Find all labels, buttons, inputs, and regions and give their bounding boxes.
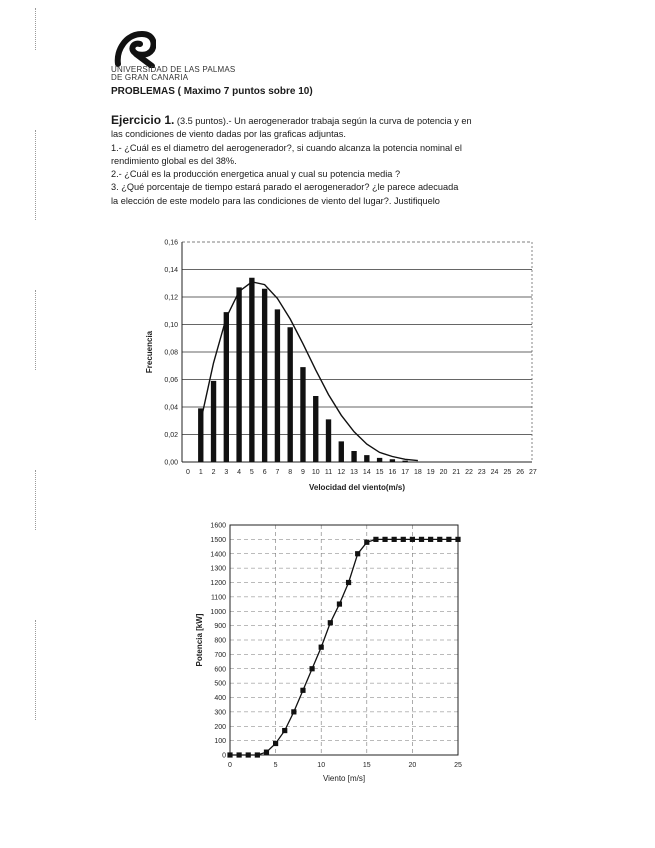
power-curve-point xyxy=(419,537,424,542)
y-axis-title: Frecuencia xyxy=(145,330,154,374)
x-tick-label: 16 xyxy=(388,469,397,476)
y-axis-title: Potencia [kW] xyxy=(195,613,204,667)
y-tick-label: 800 xyxy=(214,637,226,645)
x-tick-label: 19 xyxy=(426,469,435,476)
y-tick-label: 0,00 xyxy=(164,459,178,467)
x-tick-label: 10 xyxy=(317,762,326,769)
x-tick-label: 24 xyxy=(490,469,499,476)
exercise-line: la elección de este modelo para las condiciones de viento del lugar?. Justifiquelo xyxy=(111,195,440,206)
frequency-bar xyxy=(377,458,382,462)
y-tick-label: 0,12 xyxy=(164,294,178,302)
x-tick-label: 2 xyxy=(211,469,216,476)
x-tick-label: 14 xyxy=(362,469,371,476)
y-tick-label: 700 xyxy=(214,651,226,659)
y-tick-label: 200 xyxy=(214,723,226,731)
x-tick-label: 3 xyxy=(224,469,229,476)
power-curve-point xyxy=(364,540,369,545)
power-curve-point xyxy=(355,551,360,556)
margin-dotted-line xyxy=(35,620,37,720)
frequency-bar xyxy=(249,278,254,462)
y-tick-label: 0,10 xyxy=(164,322,178,329)
y-tick-label: 1300 xyxy=(210,565,226,573)
y-tick-label: 1500 xyxy=(210,536,226,544)
power-curve-point xyxy=(373,537,378,542)
power-curve-point xyxy=(328,620,333,625)
power-curve-point xyxy=(300,688,305,693)
x-tick-label: 15 xyxy=(375,469,384,476)
frequency-bar xyxy=(364,455,369,462)
y-tick-label: 0,04 xyxy=(164,404,178,412)
x-tick-label: 4 xyxy=(237,469,242,476)
frequency-bar xyxy=(275,309,280,462)
y-tick-label: 0,16 xyxy=(164,239,178,247)
university-line-1: UNIVERSIDAD DE LAS PALMAS xyxy=(111,65,236,74)
exercise-line: 2.- ¿Cuál es la producción energetica anual y cual su potencia media ? xyxy=(111,169,401,180)
y-tick-label: 300 xyxy=(214,709,226,717)
power-curve-point xyxy=(291,709,296,714)
y-tick-label: 400 xyxy=(214,695,226,702)
power-curve-point xyxy=(401,537,406,542)
x-tick-label: 22 xyxy=(465,469,473,476)
y-tick-label: 1200 xyxy=(210,580,226,587)
frequency-bar xyxy=(224,312,229,462)
x-tick-label: 13 xyxy=(350,469,358,476)
x-tick-label: 5 xyxy=(249,469,254,476)
frequency-bar xyxy=(351,451,356,462)
power-curve-point xyxy=(237,752,242,757)
x-tick-label: 21 xyxy=(452,469,461,476)
exercise-heading-line xyxy=(111,114,551,128)
frequency-bar xyxy=(339,441,344,462)
power-curve-point xyxy=(273,741,278,746)
exercise-line: las condiciones de viento dadas por las graficas adjuntas. xyxy=(111,129,346,140)
power-curve-point xyxy=(437,537,442,542)
y-tick-label: 100 xyxy=(214,738,226,746)
frequency-bar xyxy=(211,381,216,462)
frequency-bar xyxy=(236,287,241,462)
x-tick-label: 12 xyxy=(337,469,346,476)
power-curve-point xyxy=(428,537,433,542)
margin-dotted-line xyxy=(35,130,37,220)
frequency-bar xyxy=(390,459,395,462)
x-tick-label: 6 xyxy=(262,469,267,476)
exercise-block xyxy=(111,114,551,208)
y-tick-label: 1100 xyxy=(210,594,226,602)
y-tick-label: 0,06 xyxy=(164,377,178,384)
exercise-line: 1.- ¿Cuál es el diametro del aerogenerador?, si cuando alcanza la potencia nominal el xyxy=(111,142,462,153)
x-tick-label: 11 xyxy=(324,469,333,476)
x-tick-label: 27 xyxy=(528,469,537,476)
frequency-bar xyxy=(288,327,293,462)
y-tick-label: 0,02 xyxy=(164,432,178,439)
y-tick-label: 500 xyxy=(214,680,226,688)
margin-dotted-line xyxy=(35,470,37,530)
power-curve-point xyxy=(382,537,387,542)
exercise-line: rendimiento global es del 38%. xyxy=(111,155,237,166)
x-tick-label: 0 xyxy=(186,469,190,476)
x-axis-title: Velocidad del viento(m/s) xyxy=(308,483,406,492)
margin-dotted-line xyxy=(35,290,37,370)
x-tick-label: 9 xyxy=(301,469,305,476)
problems-title: PROBLEMAS ( Maximo 7 puntos sobre 10) xyxy=(111,86,313,97)
y-tick-label: 900 xyxy=(214,623,226,631)
power-curve-point xyxy=(246,752,251,757)
x-tick-label: 20 xyxy=(439,469,448,476)
x-tick-label: 17 xyxy=(401,469,410,476)
x-tick-label: 1 xyxy=(198,469,203,476)
power-curve-point xyxy=(264,750,269,755)
x-tick-label: 5 xyxy=(273,762,278,769)
y-tick-label: 1600 xyxy=(210,522,226,530)
power-curve-point xyxy=(255,752,260,757)
frequency-bar xyxy=(326,419,331,462)
x-tick-label: 18 xyxy=(414,469,422,476)
power-curve-chart xyxy=(190,515,470,805)
power-curve-point xyxy=(346,580,351,585)
frequency-bar xyxy=(313,396,318,462)
y-tick-label: 1000 xyxy=(210,608,226,616)
y-tick-label: 0,14 xyxy=(164,267,178,274)
power-curve-point xyxy=(446,537,451,542)
power-curve-point xyxy=(309,666,314,671)
x-tick-label: 15 xyxy=(362,762,371,769)
x-tick-label: 26 xyxy=(516,469,525,476)
y-tick-label: 0 xyxy=(222,752,226,760)
exercise-intro: (3.5 puntos).- Un aerogenerador trabaja según la curva de potencia y en xyxy=(174,116,472,126)
x-axis-title: Viento [m/s] xyxy=(322,774,366,783)
power-curve-point xyxy=(337,601,342,606)
x-tick-label: 25 xyxy=(454,762,462,769)
frequency-bar xyxy=(402,461,407,462)
exercise-line: 3. ¿Qué porcentaje de tiempo estará parado el aerogenerador? ¿le parece adecuada xyxy=(111,182,459,193)
y-tick-label: 600 xyxy=(214,666,226,674)
x-tick-label: 7 xyxy=(275,469,280,476)
x-tick-label: 0 xyxy=(228,762,232,769)
x-tick-label: 10 xyxy=(311,469,320,476)
power-curve-point xyxy=(455,537,460,542)
x-tick-label: 8 xyxy=(288,469,293,476)
x-tick-label: 23 xyxy=(477,469,486,476)
frequency-bar xyxy=(262,289,267,462)
frequency-bar xyxy=(198,408,203,462)
frequency-bar xyxy=(300,367,305,462)
university-line-2: DE GRAN CANARIA xyxy=(111,73,189,82)
x-tick-label: 20 xyxy=(408,762,417,769)
power-curve-point xyxy=(392,537,397,542)
wind-frequency-chart xyxy=(140,228,540,498)
power-curve-point xyxy=(410,537,415,542)
power-curve-line xyxy=(230,539,458,755)
distribution-curve xyxy=(201,282,418,461)
exercise-title: Ejercicio 1. xyxy=(111,113,175,127)
power-curve-point xyxy=(282,728,287,733)
university-logo xyxy=(112,30,156,68)
y-tick-label: 1400 xyxy=(210,551,226,559)
x-tick-label: 25 xyxy=(503,469,512,476)
y-tick-label: 0,08 xyxy=(164,349,178,357)
university-name xyxy=(111,66,235,82)
margin-dotted-line xyxy=(35,8,37,50)
power-curve-point xyxy=(227,752,232,757)
power-curve-point xyxy=(319,645,324,650)
